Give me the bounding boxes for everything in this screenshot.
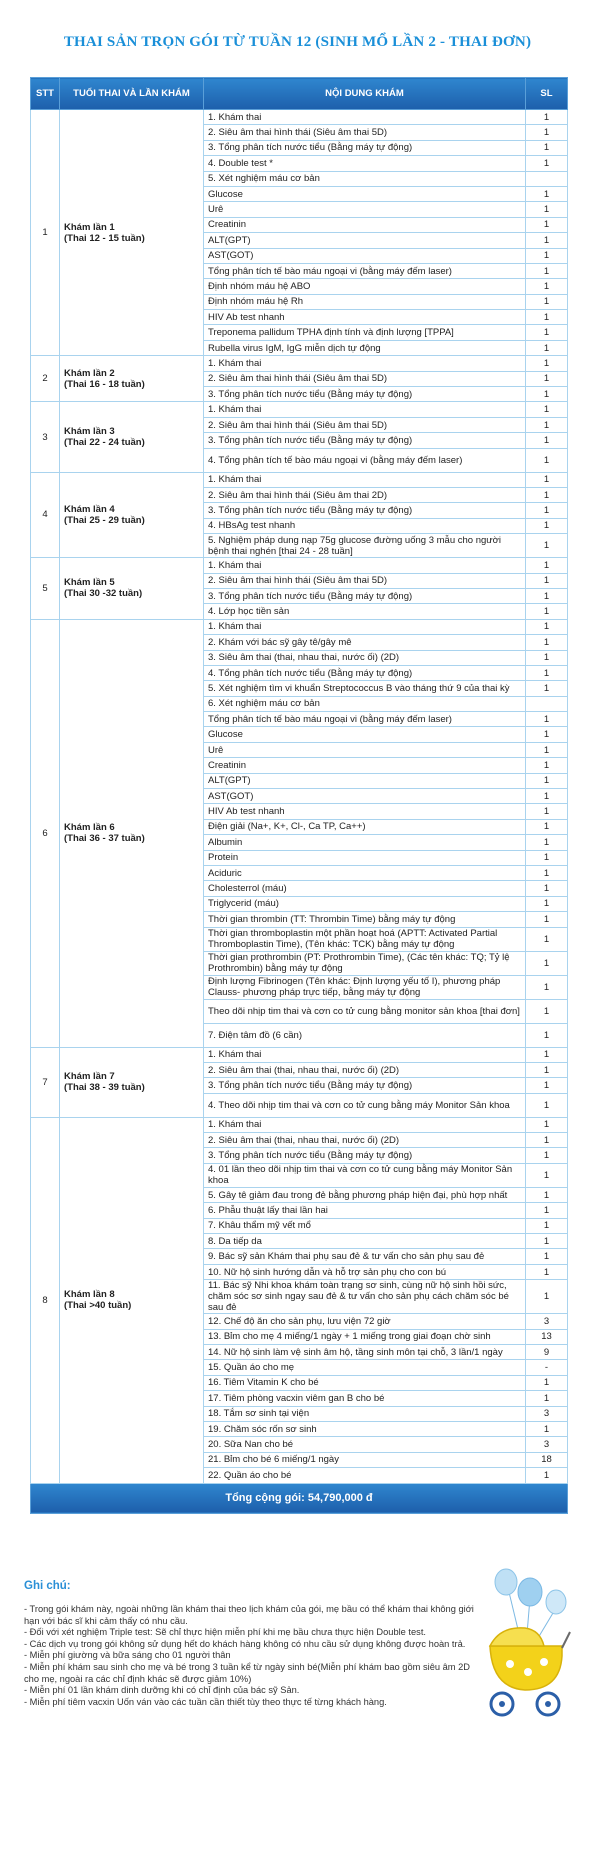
visit-label [60,472,204,558]
service-quantity [526,696,568,711]
service-item: 2. Siêu âm thai hình thái (Siêu âm thai 5D) [204,417,526,432]
note-line: - Các dịch vụ trong gói không sử dụng hết do khách hàng không có nhu cầu sử dụng không được hoàn trả. [24,1638,466,1649]
visit-label [60,619,204,1047]
note-line: - Miễn phí tiêm vacxin Uốn ván vào các tuần cần thiết tùy theo thực tế từng khách hàng. [24,1696,387,1707]
notes-list [24,1604,484,1708]
service-item: 1. Khám thai [204,558,526,573]
service-item: Theo dõi nhịp tim thai và cơn co tử cung bằng monitor sản khoa [thai đơn] [204,999,526,1023]
service-item: Triglycerid (máu) [204,896,526,911]
note-line: - Miễn phí 01 lần khám dinh dưỡng khi có chỉ định của bác sỹ Sản. [24,1685,300,1696]
service-quantity: 1 [526,1023,568,1047]
visit-week-range: (Thai 22 - 24 tuần) [64,437,145,448]
service-quantity: 1 [526,433,568,448]
notes-title: Ghi chú: [24,1580,71,1592]
visit-number: 8 [31,1117,60,1483]
service-item: 1. Khám thai [204,110,526,125]
service-item: 2. Khám với bác sỹ gây tê/gây mê [204,635,526,650]
service-quantity: 1 [526,804,568,819]
service-item: AST(GOT) [204,248,526,263]
note-line: - Miễn phí khám sau sinh cho mẹ và bé trong 3 tuần kể từ ngày sinh bé(Miễn phí khám bao gồm siêu âm 2D cho mẹ, ngoài ra các chỉ định khác sẽ được giảm 10%) [24,1661,470,1684]
table-row [31,619,568,634]
service-quantity: - [526,1360,568,1375]
service-item: 3. Siêu âm thai (thai, nhau thai, nước ối) (2D) [204,650,526,665]
service-quantity: 1 [526,999,568,1023]
service-quantity: 1 [526,951,568,975]
visit-number: 3 [31,402,60,472]
total-price: Tổng cộng gói: 54,790,000 đ [31,1483,568,1513]
service-quantity: 1 [526,742,568,757]
service-quantity: 1 [526,819,568,834]
service-quantity: 1 [526,758,568,773]
service-item: 18. Tắm sơ sinh tại viện [204,1406,526,1421]
service-item: 12. Chế độ ăn cho sản phụ, lưu viện 72 giờ [204,1314,526,1329]
service-quantity: 1 [526,1062,568,1077]
service-quantity: 3 [526,1406,568,1421]
service-item: HIV Ab test nhanh [204,804,526,819]
service-quantity: 1 [526,1187,568,1202]
page-title: THAI SẢN TRỌN GÓI TỪ TUẦN 12 (SINH MỔ LẦN 2 - THAI ĐƠN) [63,34,532,50]
service-item: 6. Phẫu thuật lấy thai lần hai [204,1203,526,1218]
service-item: 2. Siêu âm thai hình thái (Siêu âm thai 5D) [204,573,526,588]
service-item: Treponema pallidum TPHA định tính và định lượng [TPPA] [204,325,526,340]
service-quantity: 1 [526,619,568,634]
service-item: 5. Gây tê giảm đau trong đẻ bằng phương pháp hiện đại, phù hợp nhất [204,1187,526,1202]
service-quantity: 1 [526,263,568,278]
service-item: Urê [204,202,526,217]
service-quantity: 1 [526,186,568,201]
service-quantity: 1 [526,1163,568,1187]
service-quantity: 1 [526,896,568,911]
table-row [31,1047,568,1062]
visit-label [60,356,204,402]
service-item: 10. Nữ hộ sinh hướng dẫn và hỗ trợ sản phụ cho con bú [204,1264,526,1279]
package-table [30,77,568,1514]
service-quantity: 1 [526,472,568,487]
service-item: Tổng phân tích tế bào máu ngoại vi (bằng máy đếm laser) [204,263,526,278]
service-item: 15. Quần áo cho mẹ [204,1360,526,1375]
visit-name: Khám lần 6 [64,822,115,834]
service-quantity: 1 [526,927,568,951]
header-stt: STT [31,78,60,110]
service-quantity: 1 [526,1093,568,1117]
service-item: 3. Tổng phân tích nước tiểu (Bằng máy tự động) [204,387,526,402]
service-item: 1. Khám thai [204,356,526,371]
service-item: Tổng phân tích tế bào máu ngoại vi (bằng máy đếm laser) [204,712,526,727]
service-item: 4. 01 lần theo dõi nhịp tim thai và cơn co tử cung bằng máy Monitor Sản khoa [204,1163,526,1187]
service-quantity: 1 [526,125,568,140]
service-item: 5. Nghiệm pháp dung nạp 75g glucose đường uống 3 mẫu cho người bệnh thai nghén [thai 24 - 28 tuần] [204,534,526,558]
note-line: - Trong gói khám này, ngoài những lần khám thai theo lịch khám của gói, mẹ bầu có thể khám thai không giới hạn với bác sĩ khi cảm thấy có nhu cầu. [24,1604,474,1626]
service-quantity: 3 [526,1437,568,1452]
service-quantity: 1 [526,417,568,432]
table-row [31,558,568,573]
visit-week-range: (Thai 38 - 39 tuần) [64,1082,145,1094]
service-item: 5. Xét nghiệm máu cơ bản [204,171,526,186]
visit-week-range: (Thai >40 tuần) [64,1300,132,1312]
service-item: 2. Siêu âm thai hình thái (Siêu âm thai 5D) [204,125,526,140]
service-quantity: 1 [526,604,568,619]
service-quantity: 1 [526,503,568,518]
service-quantity: 1 [526,1264,568,1279]
service-item: 21. Bỉm cho bé 6 miếng/1 ngày [204,1452,526,1467]
visit-number: 1 [31,110,60,356]
service-item: 7. Khâu thẩm mỹ vết mổ [204,1218,526,1233]
service-quantity: 1 [526,865,568,880]
service-quantity: 1 [526,1047,568,1062]
service-item: Định lượng Fibrinogen (Tên khác: Định lượng yếu tố I), phương pháp Clauss- phương pháp trực tiếp, bằng máy tự động [204,975,526,999]
service-quantity: 1 [526,202,568,217]
service-quantity: 1 [526,534,568,558]
table-body [31,110,568,1484]
service-quantity: 1 [526,1234,568,1249]
service-quantity: 1 [526,1133,568,1148]
service-quantity: 13 [526,1329,568,1344]
baby-stroller-balloons-icon [470,1568,575,1720]
service-item: AST(GOT) [204,789,526,804]
service-item: 3. Tổng phân tích nước tiểu (Bằng máy tự động) [204,1078,526,1093]
service-quantity: 1 [526,1203,568,1218]
service-item: 3. Tổng phân tích nước tiểu (Bằng máy tự động) [204,433,526,448]
header-qty: SL [526,78,568,110]
service-item: Điện giải (Na+, K+, Cl-, Ca TP, Ca++) [204,819,526,834]
service-item: 1. Khám thai [204,1117,526,1132]
visit-week-range: (Thai 30 -32 tuần) [64,588,143,600]
visit-name: Khám lần 3 [64,426,115,437]
table-header-row [31,78,568,110]
service-item: 4. Double test * [204,156,526,171]
service-item: 9. Bác sỹ sản Khám thai phụ sau đẻ & tư vấn cho sản phụ sau đẻ [204,1249,526,1264]
service-quantity: 1 [526,650,568,665]
service-quantity: 1 [526,233,568,248]
service-quantity: 1 [526,371,568,386]
service-item: 3. Tổng phân tích nước tiểu (Bằng máy tự động) [204,588,526,603]
service-item: 1. Khám thai [204,402,526,417]
service-quantity: 1 [526,1280,568,1314]
service-item: Aciduric [204,865,526,880]
service-quantity: 1 [526,881,568,896]
total-row [31,1483,568,1513]
service-quantity: 1 [526,1117,568,1132]
service-item: 4. Theo dõi nhịp tim thai và cơn co tử cung bằng máy Monitor Sản khoa [204,1093,526,1117]
visit-number: 6 [31,619,60,1047]
service-quantity: 1 [526,1218,568,1233]
service-quantity: 1 [526,487,568,502]
visit-number: 5 [31,558,60,620]
service-item: Cholesterrol (máu) [204,881,526,896]
visit-name: Khám lần 7 [64,1071,115,1083]
table-row [31,1117,568,1132]
visit-label [60,1117,204,1483]
service-item: 16. Tiêm Vitamin K cho bé [204,1375,526,1390]
service-quantity: 1 [526,1078,568,1093]
service-item: 17. Tiêm phòng vacxin viêm gan B cho bé [204,1391,526,1406]
service-quantity: 1 [526,279,568,294]
service-item: Glucose [204,186,526,201]
visit-name: Khám lần 8 [64,1289,115,1301]
table-row [31,472,568,487]
service-quantity: 1 [526,518,568,533]
service-quantity: 1 [526,448,568,472]
visit-week-range: (Thai 16 - 18 tuần) [64,378,145,390]
service-quantity: 1 [526,248,568,263]
visit-week-range: (Thai 25 - 29 tuần) [64,514,145,526]
service-quantity: 1 [526,1148,568,1163]
service-item: 11. Bác sỹ Nhi khoa khám toàn trạng sơ sinh, cùng nữ hộ sinh hồi sức, chăm sóc sơ sinh ngay sau đẻ & tư vấn cho sản phụ cách chăm sóc bé sau đẻ [204,1280,526,1314]
service-item: 2. Siêu âm thai (thai, nhau thai, nước ối) (2D) [204,1133,526,1148]
service-quantity: 1 [526,727,568,742]
note-line: - Đối với xét nghiệm Triple test: Sẽ chỉ thực hiện miễn phí khi mẹ bầu chưa thực hiện Double test. [24,1627,426,1638]
service-item: HIV Ab test nhanh [204,310,526,325]
service-item: 3. Tổng phân tích nước tiểu (Bằng máy tự động) [204,140,526,155]
visit-number: 2 [31,356,60,402]
visit-name: Khám lần 1 [64,221,115,233]
visit-name: Khám lần 4 [64,503,115,515]
visit-name: Khám lần 2 [64,367,115,379]
service-quantity: 1 [526,773,568,788]
service-quantity: 1 [526,712,568,727]
service-item: 3. Tổng phân tích nước tiểu (Bằng máy tự động) [204,1148,526,1163]
service-quantity [526,171,568,186]
visit-number: 7 [31,1047,60,1117]
visit-name: Khám lần 5 [64,577,115,589]
service-quantity: 1 [526,110,568,125]
service-quantity: 1 [526,1468,568,1483]
service-quantity: 1 [526,558,568,573]
service-item: 4. Tổng phân tích nước tiểu (Bằng máy tự động) [204,665,526,680]
visit-label [60,402,204,472]
service-quantity: 1 [526,1375,568,1390]
service-item: Creatinin [204,217,526,232]
service-item: Rubella virus IgM, IgG miễn dịch tự động [204,340,526,355]
service-item: 1. Khám thai [204,472,526,487]
service-quantity: 1 [526,356,568,371]
service-quantity: 1 [526,665,568,680]
service-quantity: 1 [526,325,568,340]
service-item: ALT(GPT) [204,233,526,248]
note-line: - Miễn phí giường và bữa sáng cho 01 người thân [24,1650,231,1661]
service-item: Định nhóm máu hệ Rh [204,294,526,309]
service-quantity: 1 [526,850,568,865]
table-row [31,356,568,371]
service-quantity: 1 [526,588,568,603]
service-quantity: 1 [526,387,568,402]
service-item: 2. Siêu âm thai hình thái (Siêu âm thai 2D) [204,487,526,502]
service-quantity: 1 [526,975,568,999]
visit-week-range: (Thai 12 - 15 tuần) [64,232,145,244]
service-quantity: 1 [526,573,568,588]
service-item: Protein [204,850,526,865]
table-row [31,110,568,125]
service-quantity: 1 [526,1391,568,1406]
service-item: 7. Điện tâm đồ (6 cần) [204,1023,526,1047]
service-item: 4. Lớp học tiền sản [204,604,526,619]
service-item: 6. Xét nghiệm máu cơ bản [204,696,526,711]
service-item: 20. Sữa Nan cho bé [204,1437,526,1452]
visit-label [60,1047,204,1117]
service-quantity: 1 [526,402,568,417]
visit-label [60,558,204,620]
service-item: Glucose [204,727,526,742]
service-quantity: 1 [526,681,568,696]
service-item: 19. Chăm sóc rốn sơ sinh [204,1421,526,1436]
service-quantity: 1 [526,217,568,232]
service-quantity: 9 [526,1345,568,1360]
service-item: 13. Bỉm cho mẹ 4 miếng/1 ngày + 1 miếng trong giai đoạn chờ sinh [204,1329,526,1344]
service-quantity: 3 [526,1314,568,1329]
service-item: Albumin [204,835,526,850]
visit-week-range: (Thai 36 - 37 tuần) [64,833,145,845]
header-content: NỘI DUNG KHÁM [204,78,526,110]
service-item: ALT(GPT) [204,773,526,788]
service-quantity: 1 [526,310,568,325]
service-item: 8. Da tiếp da [204,1234,526,1249]
service-quantity: 1 [526,340,568,355]
service-item: 1. Khám thai [204,1047,526,1062]
service-item: Thời gian thromboplastin một phần hoạt hoá (APTT: Activated Partial Thromboplastin Time), (Tên khác: TCK) bằng máy tự động [204,927,526,951]
service-item: Creatinin [204,758,526,773]
service-item: 22. Quần áo cho bé [204,1468,526,1483]
service-item: 2. Siêu âm thai (thai, nhau thai, nước ối) (2D) [204,1062,526,1077]
service-quantity: 1 [526,635,568,650]
service-item: 14. Nữ hộ sinh làm vệ sinh âm hộ, tầng sinh môn tại chỗ, 3 lần/1 ngày [204,1345,526,1360]
service-quantity: 1 [526,1249,568,1264]
service-item: Thời gian thrombin (TT: Thrombin Time) bằng máy tự động [204,912,526,927]
visit-number: 4 [31,472,60,558]
service-quantity: 1 [526,789,568,804]
service-item: Thời gian prothrombin (PT: Prothrombin Time), (Các tên khác: TQ; Tỷ lệ Prothrombin) bằng máy tự động [204,951,526,975]
service-quantity: 1 [526,835,568,850]
header-visit: TUỔI THAI VÀ LẦN KHÁM [60,78,204,110]
service-item: 4. Tổng phân tích tế bào máu ngoại vi (bằng máy đếm laser) [204,448,526,472]
service-item: 1. Khám thai [204,619,526,634]
service-item: 3. Tổng phân tích nước tiểu (Bằng máy tự động) [204,503,526,518]
service-quantity: 18 [526,1452,568,1467]
service-item: 4. HBsAg test nhanh [204,518,526,533]
service-quantity: 1 [526,294,568,309]
service-item: Định nhóm máu hệ ABO [204,279,526,294]
service-item: Urê [204,742,526,757]
service-quantity: 1 [526,1421,568,1436]
table-row [31,402,568,417]
visit-label [60,110,204,356]
service-quantity: 1 [526,140,568,155]
service-quantity: 1 [526,912,568,927]
service-item: 5. Xét nghiệm tìm vi khuẩn Streptococcus B vào tháng thứ 9 của thai kỳ [204,681,526,696]
service-quantity: 1 [526,156,568,171]
service-item: 2. Siêu âm thai hình thái (Siêu âm thai 5D) [204,371,526,386]
notes-section [24,1580,484,1708]
